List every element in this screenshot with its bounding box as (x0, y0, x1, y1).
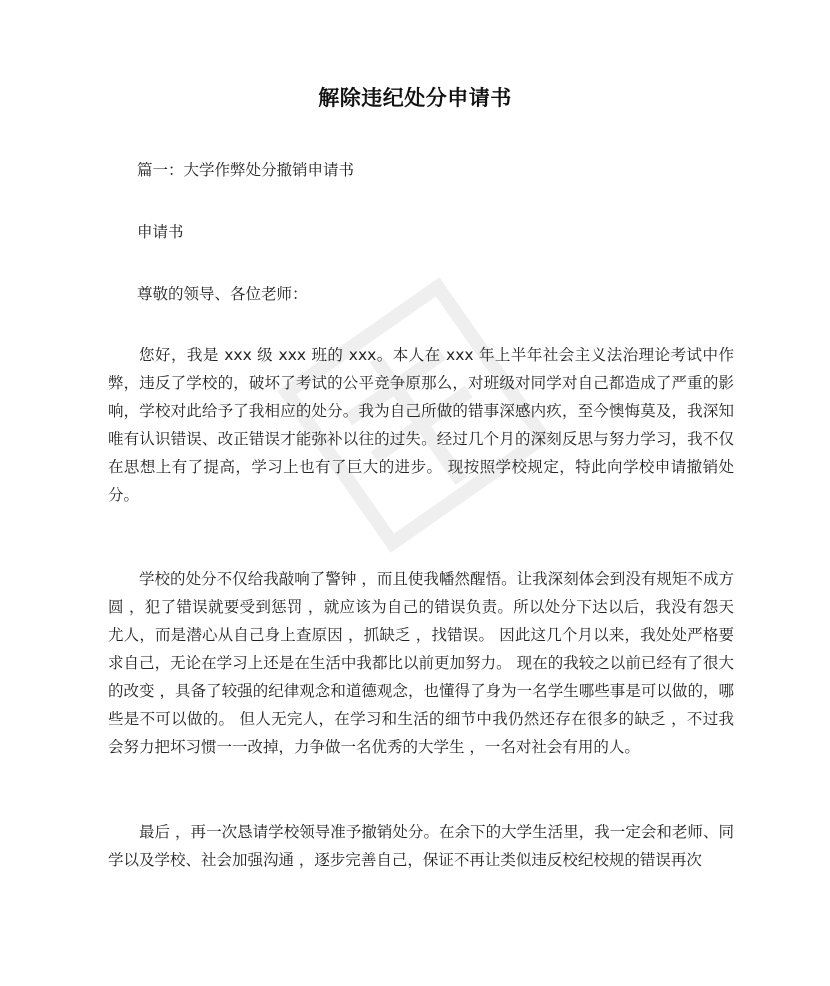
salutation: 尊敬的领导、各位老师： (137, 285, 308, 303)
paragraph-text: 学校的处分不仅给我敲响了警钟 ，而且使我幡然醒悟。让我深刻体会到没有规矩不成方圆 ，犯了错误就要受到惩罚 ，就应该为自己的错误负责。所以处分下达以后，我没有怨天尤人，而是潜心从自己身上查原因 ，抓缺乏 ，找错误。 因此这几个月以来，我处处严格要求自己，无论在学习上还是在生活中我都比以前更加努力。 现在的我较之以前已经有了很大的改变 ，具备了较强的纪律观念和道德观念，也懂得了身为一名学生哪些事是可以做的，哪些是不可以做的。 但人无完人，在学习和生活的细节中我仍然还存在很多的缺乏 ，不过我会努力把坏习惯一一改掉，力争做一名优秀的大学生 ，一名对社会有用的人。 (108, 570, 734, 756)
section-heading: 篇一：大学作弊处分撤销申请书 (137, 161, 355, 179)
letter-heading: 申请书 (137, 223, 184, 241)
body-paragraph-2 (108, 565, 734, 761)
body-paragraph-3 (108, 818, 734, 874)
body-paragraph-1 (108, 341, 734, 509)
paragraph-text: 您好，我是 xxx 级 xxx 班的 xxx。本人在 xxx 年上半年社会主义法治理论考试中作弊，违反了学校的，破坏了考试的公平竞争原那么，对班级对同学对自己都造成了严重的影响，学校对此给予了我相应的处分。我为自己所做的错事深感内疚，至今懊悔莫及，我深知唯有认识错误、改正错误才能弥补以往的过失。经过几个月的深刻反思与努力学习，我不仅在思想上有了提高，学习上也有了巨大的进步。 现按照学校规定，特此向学校申请撤销处分。 (108, 346, 734, 504)
document-title: 解除违纪处分申请书 (318, 86, 512, 110)
paragraph-text: 最后 ，再一次恳请学校领导准予撤销处分。在余下的大学生活里，我一定会和老师、同学以及学校、社会加强沟通 ，逐步完善自己，保证不再让类似违反校纪校规的错误再次 (108, 823, 734, 869)
